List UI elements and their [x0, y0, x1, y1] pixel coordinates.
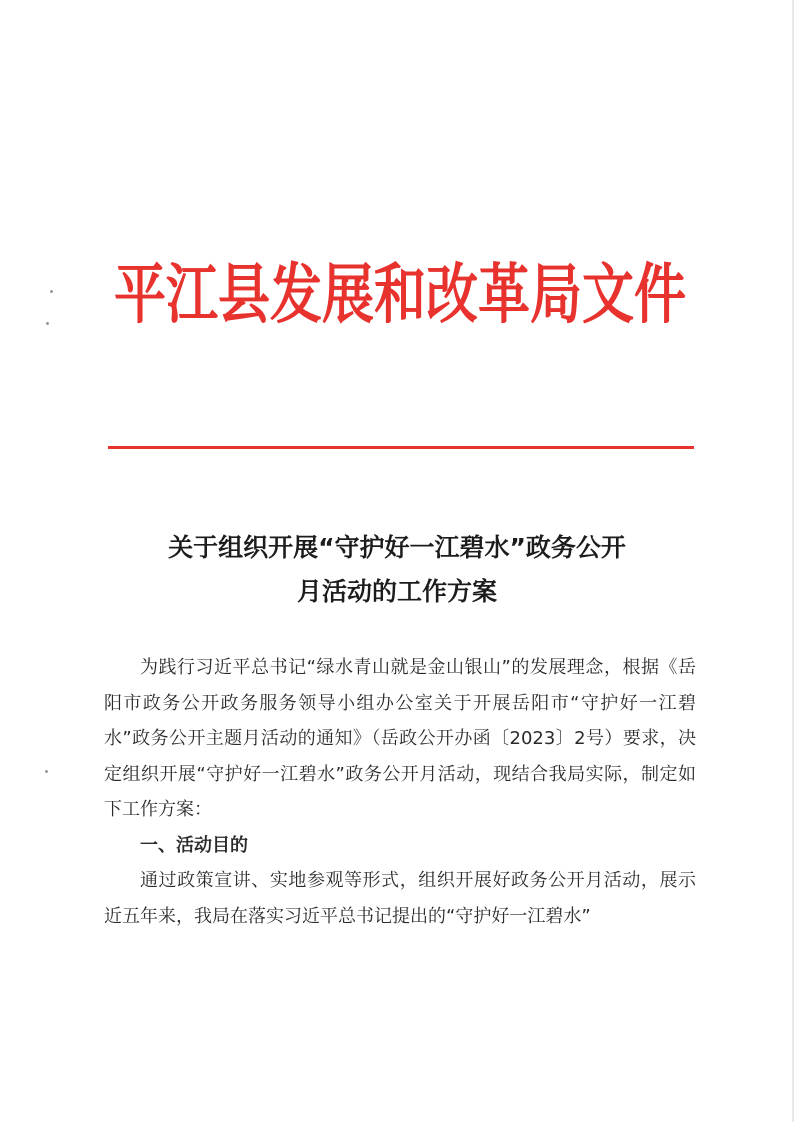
- header-divider: [108, 446, 694, 449]
- document-title-line-2: 月活动的工作方案: [296, 577, 497, 606]
- scan-speck: [45, 770, 48, 773]
- document-title-line-1: 关于组织开展“守护好一江碧水”政务公开: [168, 533, 626, 562]
- section-heading-1: 一、活动目的: [140, 834, 248, 856]
- scan-speck: [46, 322, 49, 325]
- scan-speck: [50, 290, 53, 293]
- document-body: [104, 650, 696, 934]
- body-paragraph-2: 通过政策宣讲、实地参观等形式，组织开展好政务公开月活动，展示近五年来，我局在落实习近平总书记提出的“守护好一江碧水”: [104, 870, 696, 927]
- issuer-header: 平江县发展和改革局文件: [113, 256, 686, 333]
- body-paragraph-1: 为践行习近平总书记“绿水青山就是金山银山”的发展理念，根据《岳阳市政务公开政务服务领导小组办公室关于开展岳阳市“守护好一江碧水”政务公开主题月活动的通知》（岳政公开办函〔2023〕2号）要求，决定组织开展“守护好一江碧水”政务公开月活动，现结合我局实际，制定如下工作方案：: [104, 657, 696, 820]
